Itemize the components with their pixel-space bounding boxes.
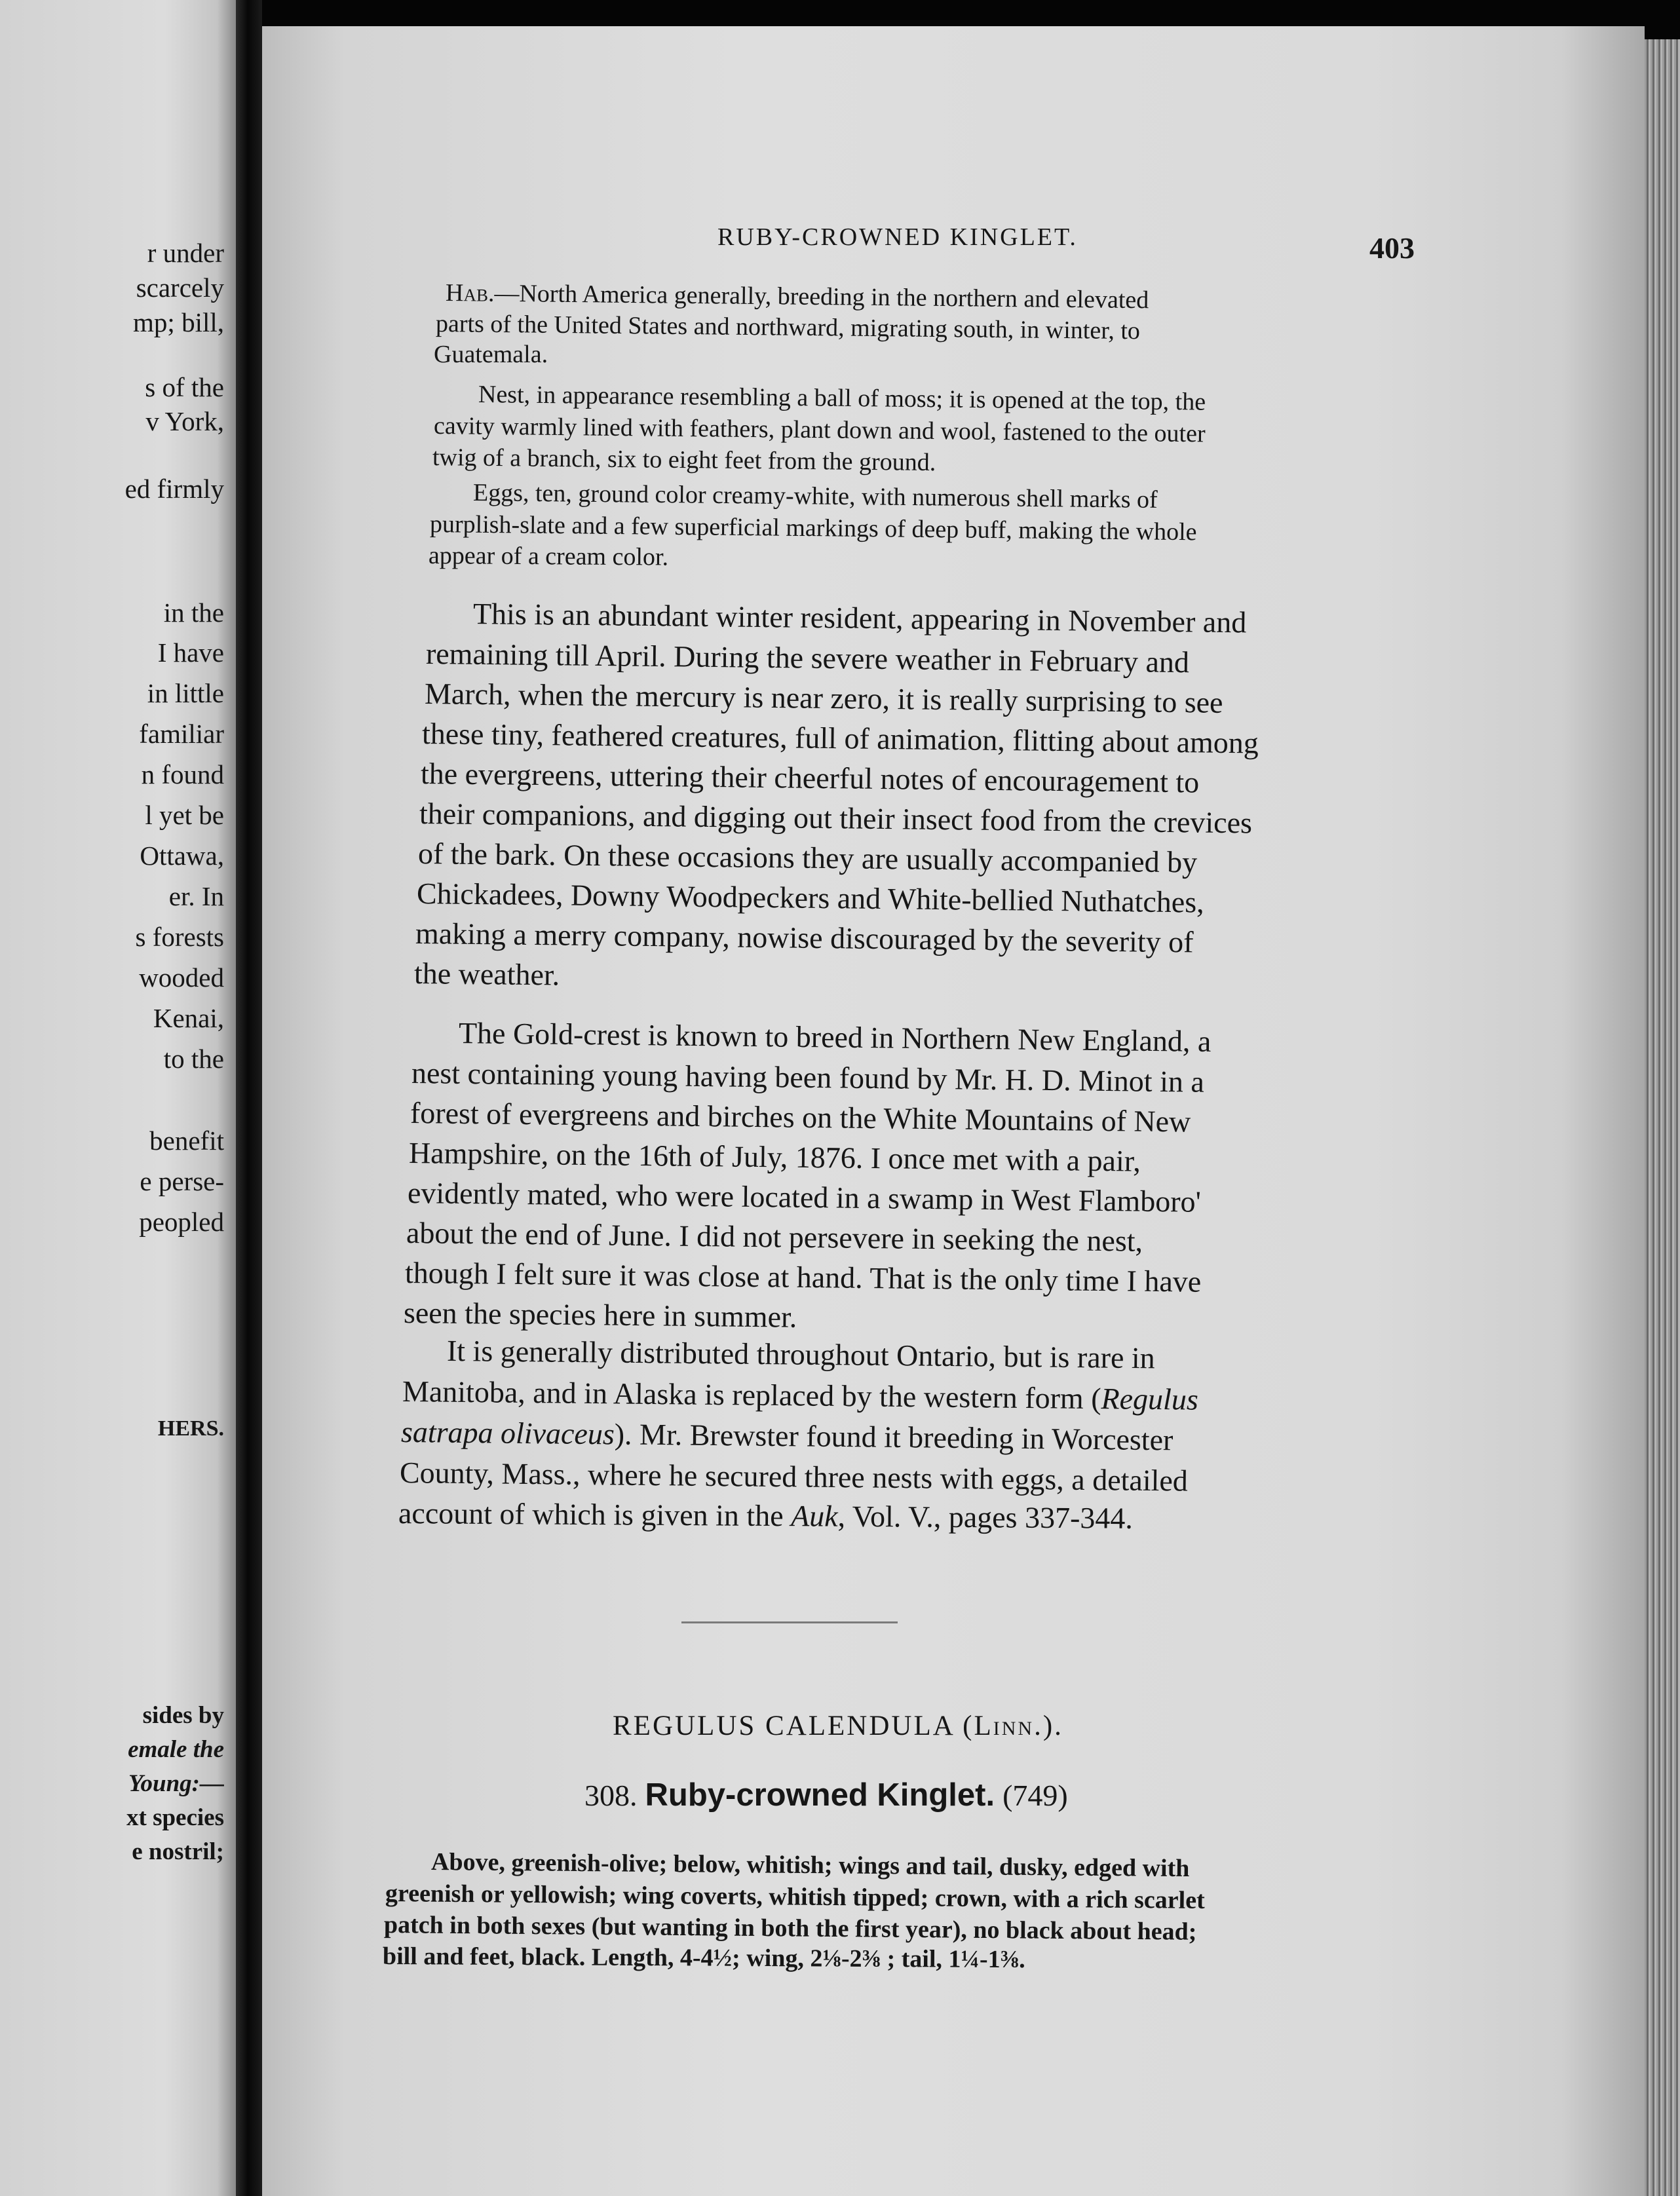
left-page-text-fragment: ed firmly — [124, 474, 224, 504]
left-page-text-fragment: v York, — [145, 406, 224, 436]
paragraph-1-line: making a merry company, nowise discouraged by the severity of — [415, 917, 1194, 959]
paragraph-1-line: the weather. — [413, 956, 560, 992]
habitat-line: parts of the United States and northward, migrating south, in winter, to — [435, 310, 1141, 345]
paragraph-2-line: though I felt sure it was close at hand. That is the only time I have — [404, 1256, 1202, 1298]
paragraph-2-line: Hampshire, on the 16th of July, 1876. I once met with a pair, — [408, 1136, 1141, 1178]
species-number-line — [584, 1777, 1068, 1813]
author-name: Linn. — [974, 1711, 1043, 1741]
paragraph-2-line: nest containing young having been found by Mr. H. D. Minot in a — [411, 1056, 1205, 1099]
left-page-text-fragment: HERS. — [157, 1416, 224, 1441]
habitat-label: Hab. — [445, 279, 495, 307]
paragraph-1-line: the evergreens, uttering their cheerful notes of encouragement to — [420, 757, 1200, 799]
aou-number: (749) — [1002, 1779, 1068, 1812]
section-divider — [681, 1621, 898, 1623]
paragraph-3-line: County, Mass., where he secured three nests with eggs, a detailed — [399, 1456, 1189, 1498]
eggs-line: purplish-slate and a few superficial markings of deep buff, making the whole — [429, 510, 1197, 546]
book-gutter — [236, 0, 262, 2196]
paragraph-3-line: It is generally distributed throughout Ontario, but is rare in — [446, 1334, 1155, 1375]
page-number: 403 — [1369, 231, 1415, 265]
paragraph-1-line: their companions, and digging out their insect food from the crevices — [419, 797, 1253, 840]
common-name: Ruby-crowned Kinglet. — [645, 1777, 995, 1813]
left-page-text-fragment: r under — [147, 238, 224, 268]
paragraph-1-line: of the bark. On these occasions they are usually accompanied by — [417, 837, 1198, 879]
left-page-text-fragment: s forests — [135, 922, 224, 952]
left-page-text-fragment: l yet be — [145, 800, 224, 830]
paragraph-2-line: seen the species here in summer. — [403, 1296, 797, 1334]
left-page-text-fragment: Young:— — [128, 1770, 224, 1797]
left-page-text-fragment: in the — [163, 597, 224, 628]
eggs-line: Eggs, ten, ground color creamy-white, with numerous shell marks of — [472, 479, 1158, 514]
left-page-text-fragment: Ottawa, — [140, 841, 224, 871]
left-page-text-fragment: e perse- — [140, 1166, 224, 1196]
species-number: 308. — [584, 1779, 638, 1812]
left-page-text-fragment: in little — [147, 678, 224, 708]
left-page-text-fragment: xt species — [126, 1804, 224, 1831]
left-page-text-fragment: er. In — [168, 881, 224, 911]
description-line: greenish or yellowish; wing coverts, whitish tipped; crown, with a rich scarlet — [385, 1880, 1205, 1914]
left-page-text-fragment: peopled — [139, 1207, 224, 1237]
left-page-text-fragment: sides by — [142, 1702, 224, 1729]
habitat-line: Hab.—North America generally, breeding in the northern and elevated — [445, 279, 1149, 314]
nest-line: cavity warmly lined with feathers, plant down and wool, fastened to the outer — [433, 412, 1206, 448]
paragraph-3-line: Manitoba, and in Alaska is replaced by the western form (Regulus — [402, 1374, 1199, 1416]
running-head: RUBY-CROWNED KINGLET. — [717, 223, 1078, 251]
left-page-text-fragment: emale the — [128, 1736, 224, 1763]
page-edges — [1645, 39, 1680, 2196]
paragraph-2-line: The Gold-crest is known to breed in Northern New England, a — [458, 1016, 1212, 1059]
left-page-text-fragment: I have — [157, 637, 224, 668]
nest-line: twig of a branch, six to eight feet from the ground. — [432, 444, 936, 477]
left-page-text-fragment: to the — [163, 1044, 224, 1074]
description-line: Above, greenish-olive; below, whitish; wings and tail, dusky, edged with — [430, 1848, 1190, 1883]
italic-genus: Regulus — [1101, 1382, 1199, 1416]
left-page-text-fragment: familiar — [139, 719, 224, 749]
nest-line: Nest, in appearance resembling a ball of moss; it is opened at the top, the — [478, 381, 1206, 416]
paragraph-1-line: This is an abundant winter resident, appearing in November and — [472, 597, 1247, 639]
paragraph-2-line: evidently mated, who were located in a swamp in West Flamboro' — [407, 1176, 1202, 1219]
left-page-text-fragment: scarcely — [136, 273, 224, 303]
paragraph-3-line: satrapa olivaceus). Mr. Brewster found it breeding in Worcester — [400, 1415, 1174, 1457]
paragraph-1-line: Chickadees, Downy Woodpeckers and White-bellied Nuthatches, — [416, 877, 1204, 919]
left-page-text-fragment: n found — [141, 759, 224, 789]
left-page-text-fragment: Kenai, — [153, 1003, 224, 1033]
left-page-text-fragment: e nostril; — [132, 1838, 224, 1865]
description-line: bill and feet, black. Length, 4-4½; wing, 2⅛-2⅜ ; tail, 1¼-1⅜. — [382, 1942, 1025, 1974]
paragraph-3-line: account of which is given in the Auk, Vol. V., pages 337-344. — [398, 1496, 1134, 1535]
description-line: patch in both sexes (but wanting in both the first year), no black about head; — [383, 1911, 1197, 1946]
left-page-text-fragment: wooded — [139, 962, 224, 993]
paragraph-1-line: these tiny, feathered creatures, full of animation, flitting about among — [421, 717, 1259, 760]
right-page — [262, 26, 1645, 2196]
left-page-text-fragment: benefit — [149, 1126, 224, 1156]
eggs-line: appear of a cream color. — [428, 542, 669, 571]
left-page-text-fragment: mp; bill, — [133, 307, 224, 337]
paragraph-2-line: about the end of June. I did not persevere in seeking the nest, — [406, 1216, 1143, 1258]
paragraph-1-line: March, when the mercury is near zero, it is really surprising to see — [424, 677, 1223, 719]
habitat-line: Guatemala. — [434, 341, 548, 368]
paragraph-1-line: remaining till April. During the severe weather in February and — [425, 637, 1190, 679]
scientific-name-heading: REGULUS CALENDULA (Linn.). — [613, 1711, 1063, 1741]
left-page-fragment — [0, 0, 236, 2196]
left-page-text-fragment: s of the — [145, 372, 224, 402]
italic-species: satrapa olivaceus — [400, 1415, 615, 1451]
paragraph-2-line: forest of evergreens and birches on the White Mountains of New — [410, 1096, 1191, 1139]
italic-journal: Auk — [790, 1499, 838, 1533]
